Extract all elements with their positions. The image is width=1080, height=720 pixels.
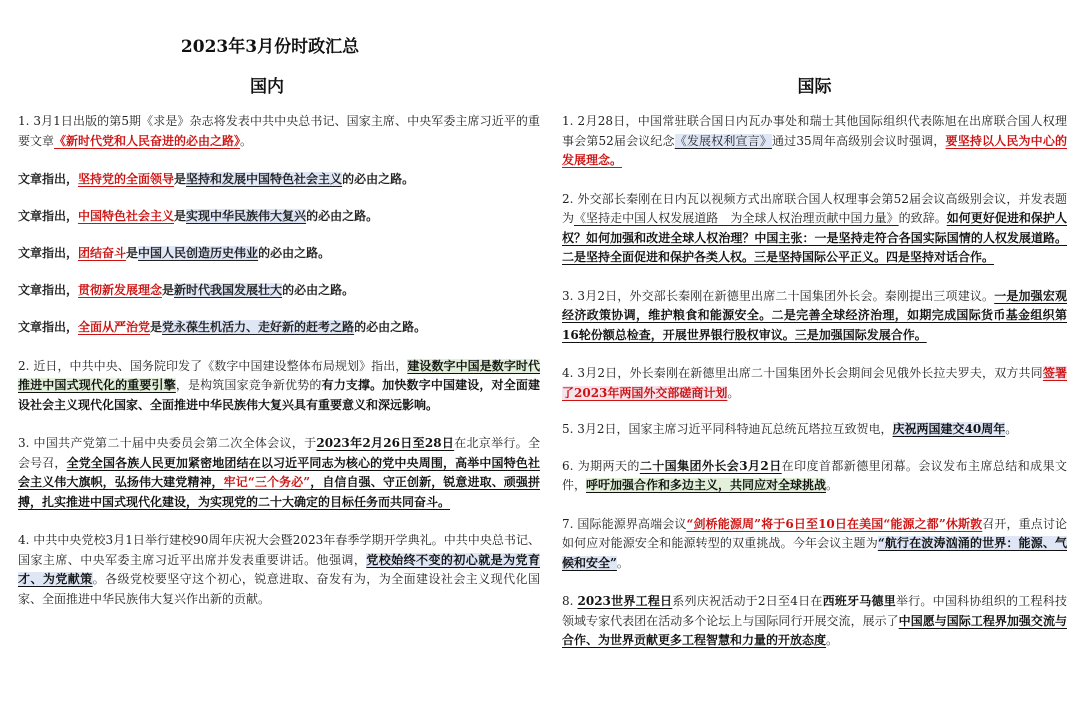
- domestic-item-1: 1. 3月1日出版的第5期《求是》杂志将发表中共中央总书记、国家主席、中央军委主席习近平的重要文章《新时代党和人民奋进的必由之路》。: [18, 114, 540, 148]
- domestic-statement-2: 文章指出，中国特色社会主义是实现中华民族伟大复兴的必由之路。: [18, 209, 379, 223]
- international-item-3: 3. 3月2日，外交部长秦刚在新德里出席二十国集团外长会。秦刚提出三项建议。一是加强宏观经济政策协调，维护粮食和能源安全。二是完善全球经济治理，如期完成国际货币基金组织第16轮份额总检查，开展世界银行股权审议。三是加强国际发展合作。: [562, 288, 1067, 342]
- domestic-heading: 国内: [250, 77, 284, 97]
- international-item-8: 8. 2023世界工程日系列庆祝活动于2日至4日在西班牙马德里举行。中国科协组织的工程科技领域专家代表团在活动多个论坛上与国际同行开展交流，展示了中国愿与国际工程界加强交流与合作、为世界贡献更多工程智慧和力量的开放态度。: [562, 594, 1067, 647]
- domestic-statement-5: 文章指出，全面从严治党是党永葆生机活力、走好新的赶考之路的必由之路。: [18, 320, 427, 334]
- domestic-item-3: 3. 中国共产党第二十届中央委员会第二次全体会议，于2023年2月26日至28日在北京举行。全会号召，全党全国各族人民更加紧密地团结在以习近平同志为核心的党中央周围，高举中国特色社会主义伟大旗帜，弘扬伟大建党精神，牢记“三个务必”，自信自强、守正创新，锐意进取、顽强拼搏，扎实推进中国式现代化建设，为实现党的二十大确定的目标任务而共同奋斗。: [18, 436, 540, 509]
- domestic-statement-3: 文章指出，团结奋斗是中国人民创造历史伟业的必由之路。: [18, 246, 331, 260]
- international-item-4: 4. 3月2日，外长秦刚在新德里出席二十国集团外长会期间会见俄外长拉夫罗夫，双方共同签署了2023年两国外交部磋商计划。: [562, 366, 1067, 400]
- domestic-item-2: 2. 近日，中共中央、国务院印发了《数字中国建设整体布局规划》指出，建设数字中国是数字时代推进中国式现代化的重要引擎，是构筑国家竞争新优势的有力支撑。加快数字中国建设，对全面建设社会主义现代化国家、全面推进中华民族伟大复兴具有重要意义和深远影响。: [18, 358, 540, 412]
- international-item-2: 2. 外交部长秦刚在日内瓦以视频方式出席联合国人权理事会第52届会议高级别会议，并发表题为《坚持走中国人权发展道路 为全球人权治理贡献中国力量》的致辞。如何更好促进和保护人权？如何加强和改进全球人权治理？中国主张：一是坚持走符合各国实际国情的人权发展道路。二是坚持全面促进和保护各类人权。三是坚持国际公平正义。四是坚持对话合作。: [562, 191, 1067, 264]
- domestic-statement-4: 文章指出，贯彻新发展理念是新时代我国发展壮大的必由之路。: [18, 283, 355, 297]
- domestic-statement-1: 文章指出，坚持党的全面领导是坚持和发展中国特色社会主义的必由之路。: [18, 172, 415, 186]
- international-item-5: 5. 3月2日，国家主席习近平同科特迪瓦总统瓦塔拉互致贺电，庆祝两国建交40周年。: [562, 422, 1018, 436]
- international-item-7: 7. 国际能源界高端会议“剑桥能源周”将于6日至10日在美国“能源之都”休斯敦召开，重点讨论如何应对能源安全和能源转型的双重挑战。今年会议主题为“航行在波涛汹涌的世界：能源、气候和安全”。: [562, 516, 1067, 570]
- domestic-item-4: 4. 中共中央党校3月1日举行建校90周年庆祝大会暨2023年春季学期开学典礼。中共中央总书记、国家主席、中央军委主席习近平出席并发表重要讲话。他强调，党校始终不变的初心就是为党育才、为党献策。各级党校要坚守这个初心，锐意进取、奋发有为，为全面建设社会主义现代化国家、全面推进中华民族伟大复兴作出新的贡献。: [18, 533, 540, 606]
- page-title: 2023年3月份时政汇总: [180, 37, 360, 57]
- international-item-1: 1. 2月28日，中国常驻联合国日内瓦办事处和瑞士其他国际组织代表陈旭在出席联合国人权理事会第52届会议纪念《发展权利宣言》通过35周年高级别会议时强调，要坚持以人民为中心的发展理念。: [562, 114, 1067, 167]
- international-item-6: 6. 为期两天的二十国集团外长会3月2日在印度首都新德里闭幕。会议发布主席总结和成果文件，呼吁加强合作和多边主义，共同应对全球挑战。: [562, 458, 1068, 492]
- international-heading: 国际: [797, 77, 832, 97]
